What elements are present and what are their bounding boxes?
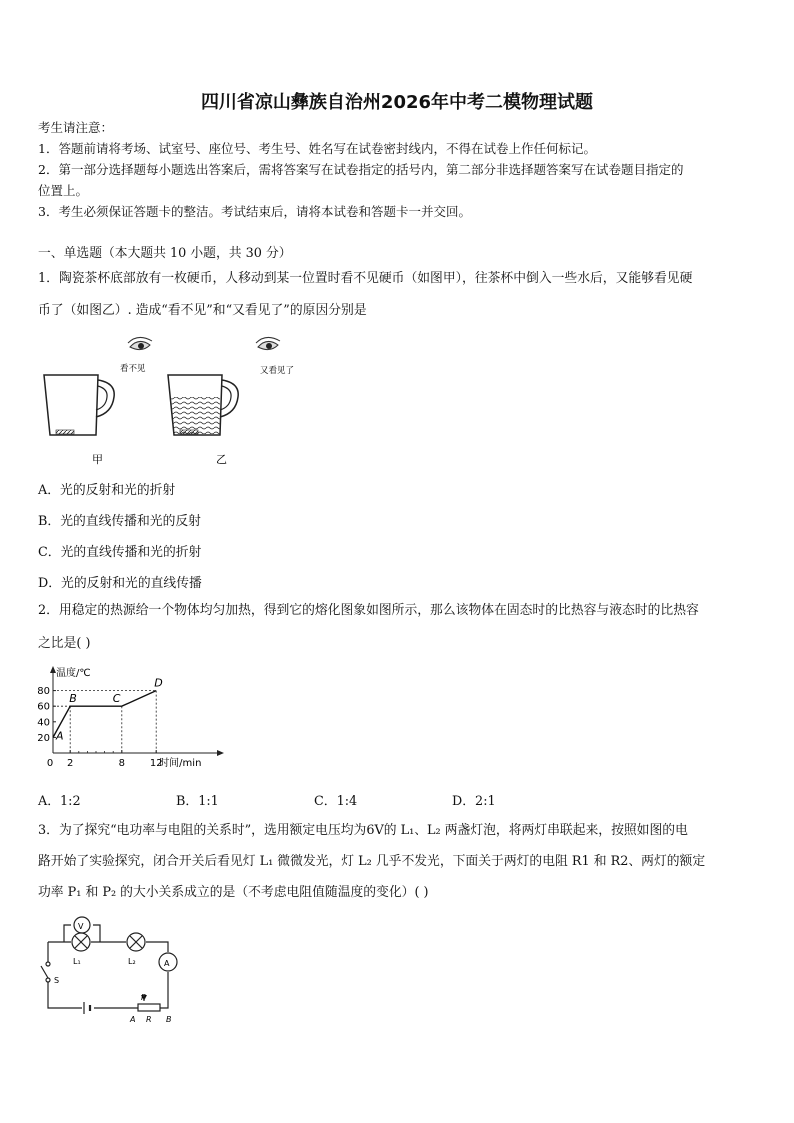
q2-option-c: C．1:4 (314, 794, 358, 809)
point-label-c: C (112, 692, 121, 706)
eye-icon (128, 337, 152, 349)
q1-cup-figure (38, 335, 308, 470)
eye-icon (256, 337, 280, 349)
coin-icon (180, 430, 198, 434)
switch-label: S (54, 976, 60, 985)
notice-item-2-cont: 位置上。 (38, 183, 89, 198)
q3-text-line2: 路开始了实验探究，闭合开关后看见灯 L₁ 微微发光，灯 L₂ 几乎不发光，下面关于两灯的电阻 R1 和 R2、两灯的额定 (38, 854, 706, 869)
point-label-b: B (69, 692, 77, 706)
x-axis-label: 时间/min (159, 758, 202, 769)
notice-item-2: 2．第一部分选择题每小题选出答案后，需将答案写在试卷指定的括号内，第二部分非选择题答案写在试卷题目指定的 (38, 162, 684, 177)
q2-text-line1: 2．用稳定的热源给一个物体均匀加热，得到它的熔化图象如图所示，那么该物体在固态时的比热容与液态时的比热容 (38, 603, 699, 618)
q1-text-line1: 1．陶瓷茶杯底部放有一枚硬币，人移动到某一位置时看不见硬币（如图甲），往茶杯中倒入一些水后，又能够看见硬 (38, 271, 693, 286)
q3-text-line3: 功率 P₁ 和 P₂ 的大小关系成立的是（不考虑电阻值随温度的变化）( ) (38, 885, 429, 900)
chart-axes (37, 666, 224, 769)
rheostat-end-a: A (130, 1015, 136, 1024)
notice-item-1: 1．答题前请将考场、试室号、座位号、考生号、姓名写在试卷密封线内，不得在试卷上作任何标记。 (38, 141, 596, 156)
x-tick-label: 8 (118, 758, 125, 769)
q1-text-line2: 币了（如图乙）. 造成“看不见”和“又看见了”的原因分别是 (38, 303, 367, 318)
rheostat-end-b: B (166, 1015, 172, 1024)
x-tick-label: 2 (67, 758, 74, 769)
q1-option-d: D．光的反射和光的直线传播 (38, 576, 202, 591)
y-axis-label: 温度/℃ (56, 668, 91, 679)
y-tick-label: 40 (37, 717, 50, 729)
q2-option-b: B．1:1 (176, 794, 219, 809)
x-tick-label: 0 (46, 758, 54, 769)
point-label-d: D (154, 676, 163, 690)
switch-icon (41, 962, 50, 982)
rheostat-label: R (146, 1015, 152, 1024)
slider-label: P (141, 993, 146, 1002)
q3-text-line1: 3．为了探究“电功率与电阻的关系时”，选用额定电压均为6V的 L₁、L₂ 两盏灯泡，将两灯串联起来，按照如图的电 (38, 823, 688, 838)
battery-icon (84, 1002, 90, 1014)
lamp-l2-icon (127, 933, 145, 951)
y-tick-label: 80 (37, 686, 50, 698)
lamp-l1-icon (72, 933, 90, 951)
water-fill (171, 397, 220, 434)
l2-label: L₂ (128, 957, 136, 966)
x-tick-label: 12 (149, 758, 163, 769)
label-jia: 甲 (92, 453, 103, 466)
circuit-diagram (38, 912, 198, 1030)
y-tick-label: 60 (37, 701, 50, 713)
cup-yi (168, 375, 238, 435)
page-title: 四川省凉山彝族自治州2026年中考二模物理试题 (200, 92, 594, 113)
coin-icon (56, 430, 74, 434)
label-cant-see: 看不见 (120, 364, 146, 374)
l1-label: L₁ (73, 957, 81, 966)
melting-chart (34, 664, 234, 776)
ammeter-label: A (164, 959, 170, 968)
q2-option-d: D．2:1 (452, 794, 496, 809)
q2-option-a: A．1:2 (38, 794, 81, 809)
section-heading: 一、单选题（本大题共 10 小题，共 30 分） (38, 246, 292, 261)
x-axis-arrow (217, 750, 224, 756)
cup-jia (44, 375, 114, 435)
voltmeter-label: V (78, 922, 84, 931)
label-yi: 乙 (216, 453, 227, 466)
y-tick-label: 20 (37, 732, 50, 744)
q2-text-line2: 之比是( ) (38, 636, 91, 651)
q1-option-a: A．光的反射和光的折射 (38, 483, 176, 498)
q1-option-c: C．光的直线传播和光的折射 (38, 545, 202, 560)
point-label-a: A (56, 729, 64, 743)
q1-option-b: B．光的直线传播和光的反射 (38, 514, 201, 529)
label-see-again: 又看见了 (260, 366, 295, 376)
notice-item-3: 3．考生必须保证答题卡的整洁。考试结束后，请将本试卷和答题卡一并交回。 (38, 204, 471, 219)
notice-heading: 考生请注意： (38, 120, 114, 135)
